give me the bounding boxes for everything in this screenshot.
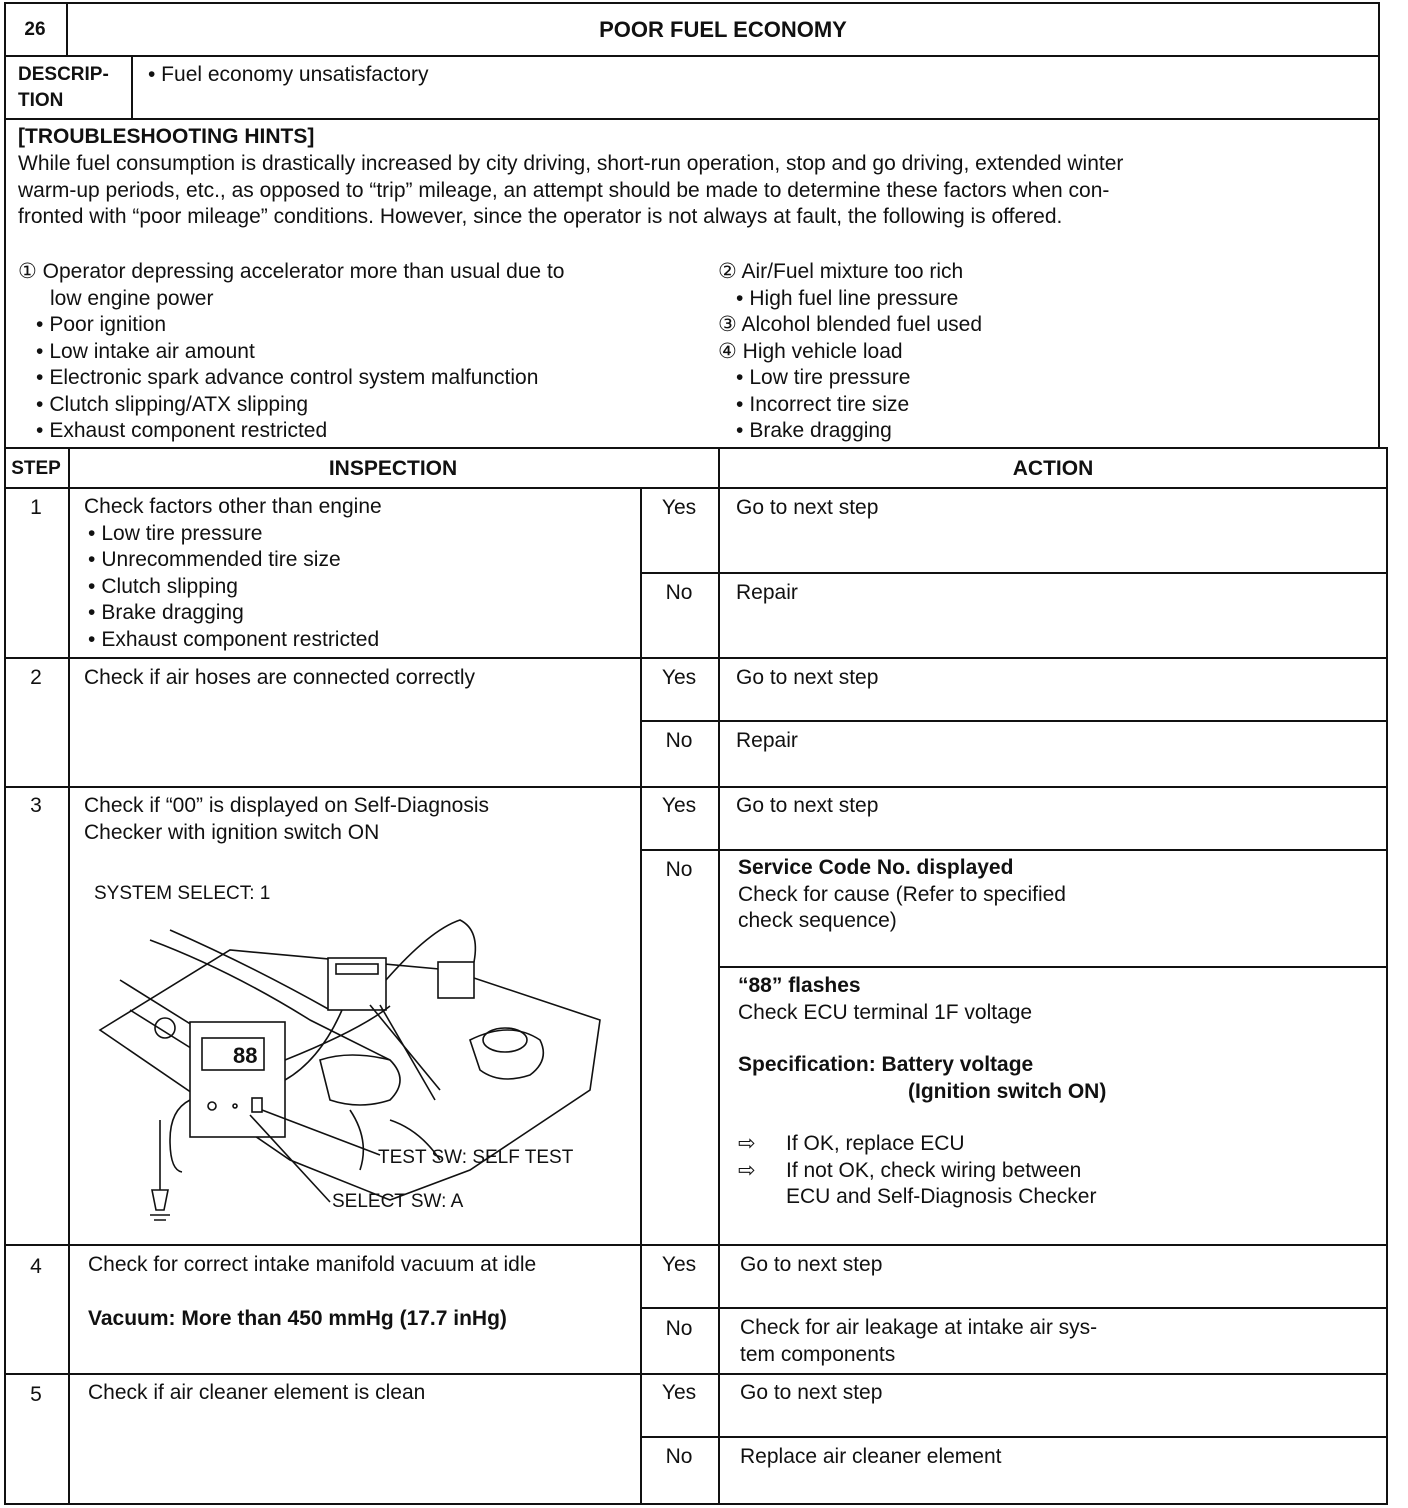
description-label: DESCRIP- TION bbox=[18, 64, 109, 111]
step4-no-action: Check for air leakage at intake air sys- tem components bbox=[740, 1316, 1098, 1366]
figure-select-sw-label: SELECT SW: A bbox=[332, 1191, 464, 1212]
step2-inspection: Check if air hoses are connected correctly bbox=[84, 666, 476, 689]
checker-display: 88 bbox=[233, 1043, 258, 1068]
hints-paragraph: While fuel consumption is drastically increased by city driving, short-run operation, stop and go driving, extended winter warm-up periods, etc., as opposed to “trip” mileage, an attempt should be made to determine these factors when con- fronted with “poor mileage” conditions. However, since the operator is not always at fault, the following is offered. bbox=[18, 152, 1124, 228]
step4-inspection: Check for correct intake manifold vacuum at idle bbox=[88, 1253, 537, 1276]
step1-no-action: Repair bbox=[736, 581, 798, 604]
step5-yes-label: Yes bbox=[661, 1381, 697, 1404]
step1-yes-action: Go to next step bbox=[736, 496, 879, 519]
header-step: STEP bbox=[11, 458, 61, 479]
step2-number: 2 bbox=[30, 666, 42, 689]
step1-no-label: No bbox=[665, 581, 693, 604]
step4-yes-action: Go to next step bbox=[740, 1253, 883, 1276]
step5-no-action: Replace air cleaner element bbox=[740, 1445, 1002, 1468]
arrow-icon: ⇨ bbox=[738, 1132, 756, 1155]
figure-test-sw-label: TEST SW: SELF TEST bbox=[378, 1147, 574, 1168]
step2-yes-label: Yes bbox=[661, 666, 697, 689]
step3-no-label: No bbox=[665, 858, 693, 881]
step5-inspection: Check if air cleaner element is clean bbox=[88, 1381, 426, 1404]
step1-number: 1 bbox=[30, 496, 42, 519]
step4-number: 4 bbox=[30, 1255, 42, 1278]
step4-no-label: No bbox=[665, 1317, 693, 1340]
step2-no-action: Repair bbox=[736, 729, 798, 752]
step3-number: 3 bbox=[30, 794, 42, 817]
page-number: 26 bbox=[24, 19, 46, 40]
header-inspection: INSPECTION bbox=[328, 457, 458, 480]
step5-number: 5 bbox=[30, 1383, 42, 1406]
step2-no-label: No bbox=[665, 729, 693, 752]
hints-left-list: ① Operator depressing accelerator more than usual due to low engine power • Poor ignition • Low intake air amount • Electronic spark advance control system malfunction • Clutch slipping/ATX slipping • Exhaust component restricted bbox=[18, 259, 564, 445]
description-text: • Fuel economy unsatisfactory bbox=[148, 63, 429, 86]
step5-yes-action: Go to next step bbox=[740, 1381, 883, 1404]
step3-yes-action: Go to next step bbox=[736, 794, 879, 817]
step3-yes-label: Yes bbox=[661, 794, 697, 817]
step3-no-service-code: Service Code No. displayed Check for cause (Refer to specified check sequence) bbox=[738, 856, 1066, 932]
hints-right-list: ② Air/Fuel mixture too rich • High fuel line pressure ③ Alcohol blended fuel used ④ High vehicle load • Low tire pressure • Incorrect tire size • Brake dragging bbox=[718, 259, 982, 445]
step1-inspection: Check factors other than engine • Low tire pressure • Unrecommended tire size • Clutch slipping • Brake dragging • Exhaust component restricted bbox=[84, 494, 382, 653]
step2-yes-action: Go to next step bbox=[736, 666, 879, 689]
arrow-icon: ⇨ bbox=[738, 1158, 756, 1182]
page-title: POOR FUEL ECONOMY bbox=[599, 17, 847, 42]
step5-no-label: No bbox=[665, 1445, 693, 1468]
step4-vacuum-spec: Vacuum: More than 450 mmHg (17.7 inHg) bbox=[88, 1307, 507, 1330]
step4-yes-label: Yes bbox=[661, 1253, 697, 1276]
header-action: ACTION bbox=[1012, 457, 1094, 480]
step1-yes-label: Yes bbox=[661, 496, 697, 519]
step3-inspection: Check if “00” is displayed on Self-Diagnosis Checker with ignition switch ON bbox=[84, 794, 490, 844]
hints-title: [TROUBLESHOOTING HINTS] bbox=[18, 125, 315, 148]
figure-system-select-label: SYSTEM SELECT: 1 bbox=[94, 883, 271, 904]
step3-no-88-flashes: “88” flashes Check ECU terminal 1F voltage Specification: Battery voltage (Ignition switch ON) ⇨ If OK, replace ECU ⇨ If not OK, check wiring between ECU and Self-Diagnosis Checker bbox=[738, 974, 1107, 1208]
self-diagnosis-checker-illustration bbox=[90, 910, 630, 1230]
